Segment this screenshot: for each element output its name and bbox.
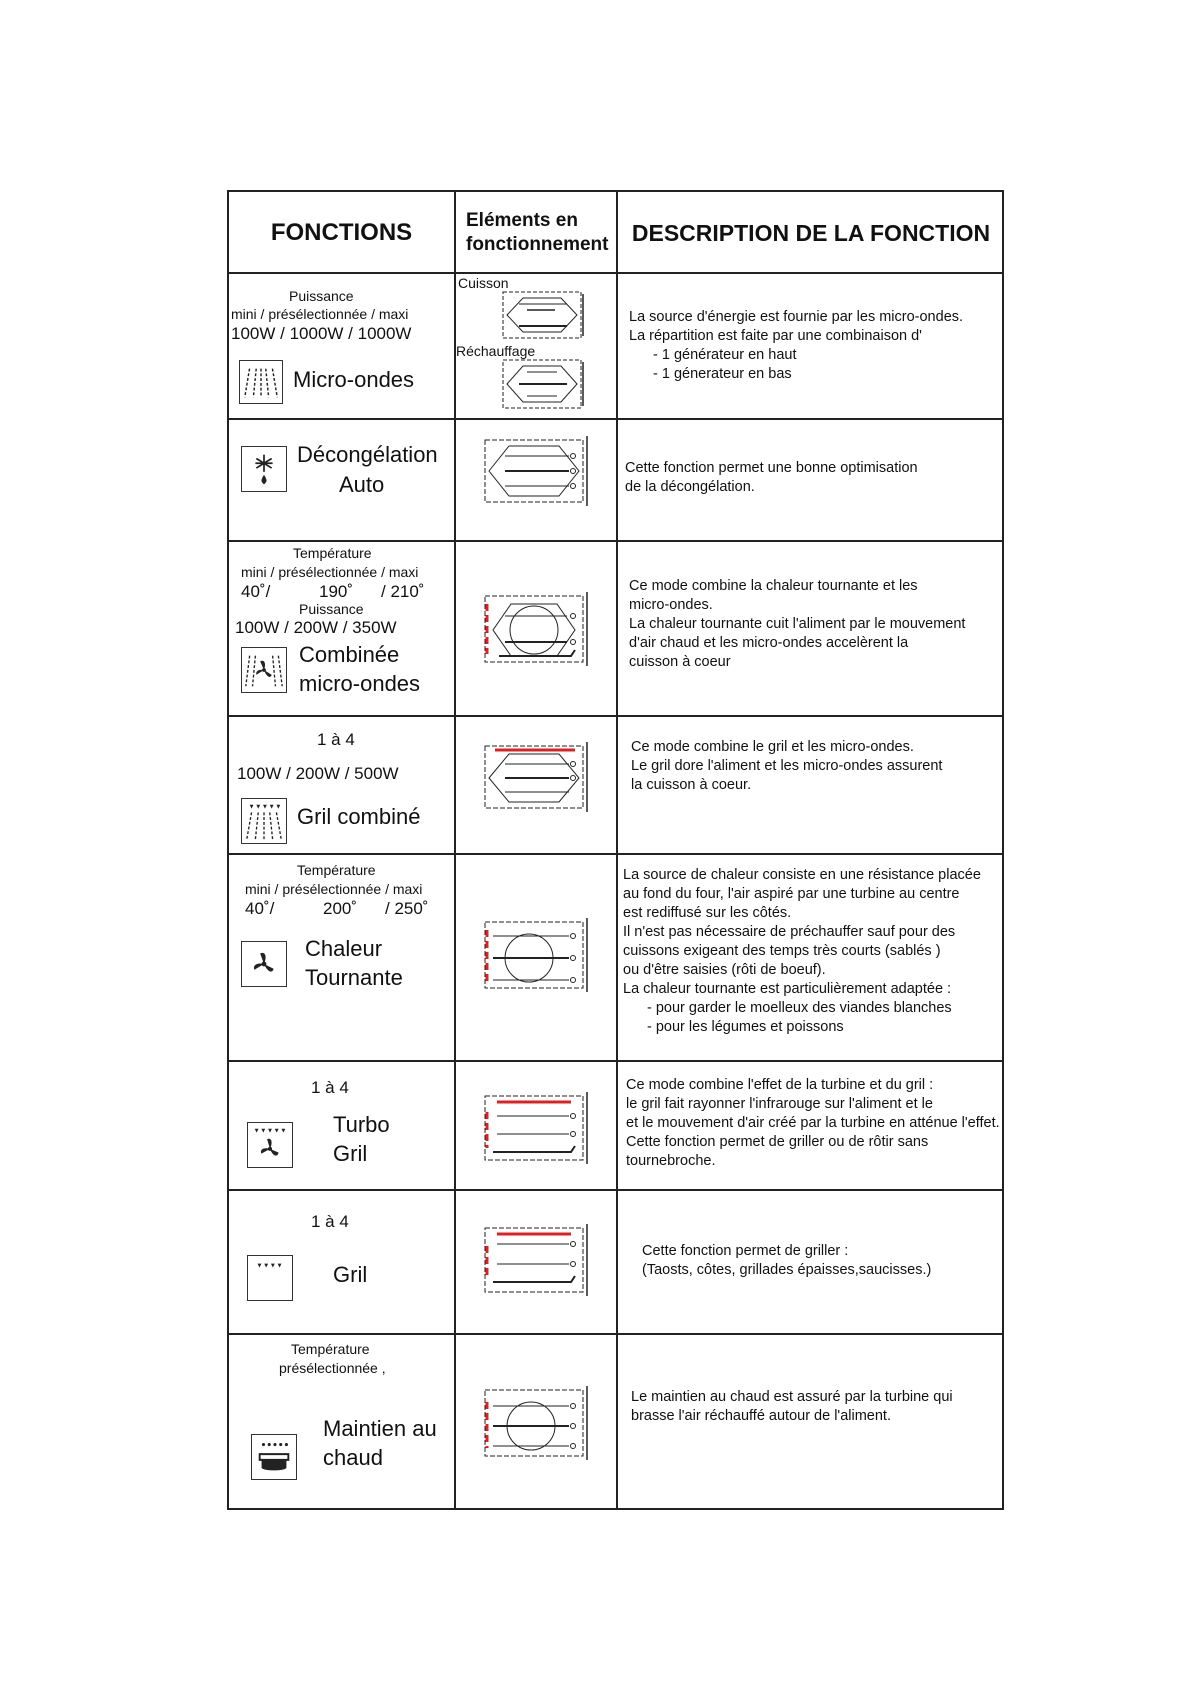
microondes-desc-1: La source d'énergie est fournie par les micro-ondes. bbox=[629, 309, 964, 325]
turbogril-desc-1: Ce mode combine l'effet de la turbine et du gril : bbox=[626, 1077, 934, 1093]
combinee-temp-max: / 210˚ bbox=[381, 582, 425, 601]
microondes-range-label: mini / présélectionnée / maxi bbox=[231, 306, 409, 322]
turbogril-name-2: Gril bbox=[333, 1141, 368, 1166]
row-divider bbox=[229, 1333, 1002, 1335]
combinee-desc-5: cuisson à coeur bbox=[629, 654, 731, 670]
turbogril-name-1: Turbo bbox=[333, 1112, 390, 1137]
row-divider bbox=[229, 1060, 1002, 1062]
gril-desc-1: Cette fonction permet de griller : bbox=[642, 1243, 849, 1259]
turbogril-desc-2: le gril fait rayonner l'infrarouge sur l'aliment et le bbox=[626, 1096, 933, 1112]
combinee-desc-2: micro-ondes. bbox=[629, 597, 713, 613]
chaleur-temp-label: Température bbox=[297, 862, 376, 878]
header-elements bbox=[456, 192, 626, 274]
microwave-icon bbox=[239, 360, 283, 404]
oven-diagram-chaleur bbox=[479, 918, 591, 994]
microondes-power-values: 100W / 1000W / 1000W bbox=[231, 324, 412, 343]
fan-microwave-icon bbox=[241, 647, 287, 693]
chaleur-name-2: Tournante bbox=[305, 965, 403, 990]
grilcombine-desc-1: Ce mode combine le gril et les micro-ondes. bbox=[631, 739, 914, 755]
microondes-desc-3: - 1 générateur en haut bbox=[653, 347, 797, 363]
grill-icon bbox=[247, 1255, 293, 1301]
maintien-desc-1: Le maintien au chaud est assuré par la turbine qui bbox=[631, 1389, 953, 1405]
grilcombine-desc-2: Le gril dore l'aliment et les micro-ondes assurent bbox=[631, 758, 943, 774]
oven-diagram-rechauffage bbox=[497, 358, 587, 410]
microondes-puissance-label: Puissance bbox=[289, 288, 354, 304]
column-divider-2 bbox=[616, 192, 618, 1508]
maintien-range-label: présélectionnée , bbox=[279, 1360, 386, 1376]
row-divider bbox=[229, 1189, 1002, 1191]
maintien-temp-label: Température bbox=[291, 1341, 370, 1357]
combinee-desc-3: La chaleur tournante cuit l'aliment par le mouvement bbox=[629, 616, 966, 632]
snowflake-drop-icon bbox=[241, 446, 287, 492]
chaleur-temp-max: / 250˚ bbox=[385, 899, 429, 918]
maintien-desc-2: brasse l'air réchauffé autour de l'aliment. bbox=[631, 1408, 891, 1424]
chaleur-desc-3: est rediffusé sur les côtés. bbox=[623, 905, 792, 921]
chaleur-name-1: Chaleur bbox=[305, 936, 383, 961]
gril-name: Gril bbox=[333, 1262, 368, 1287]
keep-warm-icon bbox=[251, 1434, 297, 1480]
chaleur-desc-5: cuissons exigeant des temps très courts (sablés ) bbox=[623, 943, 941, 959]
oven-diagram-turbogril bbox=[479, 1092, 591, 1166]
combinee-name-2: micro-ondes bbox=[299, 671, 421, 696]
chaleur-desc-9: - pour les légumes et poissons bbox=[647, 1019, 844, 1035]
column-divider-1 bbox=[454, 192, 456, 1508]
microondes-desc-2: La répartition est faite par une combinaison d' bbox=[629, 328, 922, 344]
gril-levels: 1 à 4 bbox=[311, 1212, 349, 1231]
chaleur-desc-8: - pour garder le moelleux des viandes blanches bbox=[647, 1000, 952, 1016]
combinee-temp-pre: 190˚ bbox=[319, 582, 354, 601]
row-divider bbox=[229, 540, 1002, 542]
decongelation-name-2: Auto bbox=[339, 472, 385, 497]
header-elements-line2: fonctionnement bbox=[466, 234, 609, 255]
elem-rechauffage-label: Réchauffage bbox=[456, 343, 536, 359]
chaleur-desc-1: La source de chaleur consiste en une résistance placée bbox=[623, 867, 981, 883]
turbogril-desc-5: tournebroche. bbox=[626, 1153, 716, 1169]
row-divider bbox=[229, 853, 1002, 855]
oven-diagram-combinee bbox=[479, 592, 591, 668]
combinee-power-values: 100W / 200W / 350W bbox=[235, 618, 397, 637]
chaleur-desc-7: La chaleur tournante est particulièrement adaptée : bbox=[623, 981, 952, 997]
grilcombine-name: Gril combiné bbox=[297, 804, 421, 829]
oven-diagram-cuisson bbox=[497, 290, 587, 340]
grilcombine-levels: 1 à 4 bbox=[317, 730, 355, 749]
chaleur-temp-min: 40˚/ bbox=[245, 899, 275, 918]
grill-microwave-icon bbox=[241, 798, 287, 844]
gril-desc-2: (Taosts, côtes, grillades épaisses,saucisses.) bbox=[642, 1262, 932, 1278]
chaleur-desc-6: ou d'être saisies (rôti de boeuf). bbox=[623, 962, 826, 978]
chaleur-desc-4: Il n'est pas nécessaire de préchauffer sauf pour des bbox=[623, 924, 956, 940]
combinee-puissance-label: Puissance bbox=[299, 601, 364, 617]
microondes-name: Micro-ondes bbox=[293, 367, 415, 392]
header-elements-line1: Eléments en bbox=[466, 210, 578, 231]
combinee-name-1: Combinée bbox=[299, 642, 400, 667]
combinee-temp-min: 40˚/ bbox=[241, 582, 271, 601]
grilcombine-power-values: 100W / 200W / 500W bbox=[237, 764, 399, 783]
row-divider bbox=[229, 715, 1002, 717]
turbogril-desc-3: et le mouvement d'air créé par la turbine en atténue l'effet. bbox=[626, 1115, 1000, 1131]
turbogril-desc-4: Cette fonction permet de griller ou de rôtir sans bbox=[626, 1134, 929, 1150]
decongelation-name-1: Décongélation bbox=[297, 442, 438, 467]
oven-diagram-grilcombine bbox=[479, 742, 591, 814]
oven-diagram-decongelation bbox=[479, 436, 591, 508]
microondes-desc-4: - 1 génerateur en bas bbox=[653, 366, 792, 382]
combinee-range-label: mini / présélectionnée / maxi bbox=[241, 564, 419, 580]
combinee-temp-label: Température bbox=[293, 545, 372, 561]
combinee-desc-1: Ce mode combine la chaleur tournante et les bbox=[629, 578, 918, 594]
row-divider bbox=[229, 418, 1002, 420]
chaleur-range-label: mini / présélectionnée / maxi bbox=[245, 881, 423, 897]
combinee-desc-4: d'air chaud et les micro-ondes accelèrent la bbox=[629, 635, 909, 651]
chaleur-desc-2: au fond du four, l'air aspiré par une turbine au centre bbox=[623, 886, 960, 902]
maintien-name-2: chaud bbox=[323, 1445, 383, 1470]
decongelation-desc-2: de la décongélation. bbox=[625, 479, 755, 495]
grill-fan-icon bbox=[247, 1122, 293, 1168]
elem-cuisson-label: Cuisson bbox=[458, 275, 509, 291]
fan-icon bbox=[241, 941, 287, 987]
oven-diagram-gril bbox=[479, 1224, 591, 1298]
oven-diagram-maintien bbox=[479, 1386, 591, 1462]
header-fonctions: FONCTIONS bbox=[270, 219, 413, 246]
chaleur-temp-pre: 200˚ bbox=[323, 899, 358, 918]
grilcombine-desc-3: la cuisson à coeur. bbox=[631, 777, 752, 793]
turbogril-levels: 1 à 4 bbox=[311, 1078, 349, 1097]
maintien-name-1: Maintien au bbox=[323, 1416, 437, 1441]
header-description: DESCRIPTION DE LA FONCTION bbox=[631, 219, 991, 246]
decongelation-desc-1: Cette fonction permet une bonne optimisation bbox=[625, 460, 918, 476]
functions-table bbox=[227, 190, 1004, 1510]
